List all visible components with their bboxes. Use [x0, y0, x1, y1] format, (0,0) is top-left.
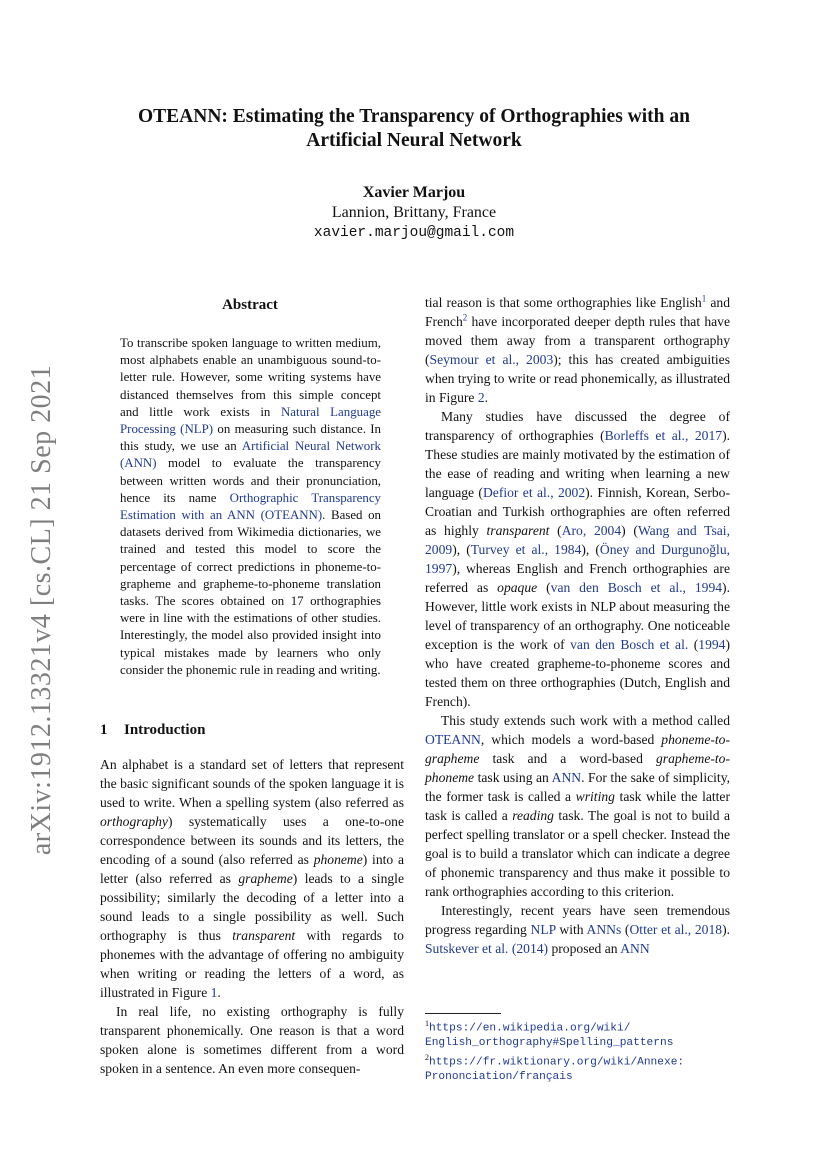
text-run: ). However, little work exists in NLP about measuring the level of transparency of an orthography. One noticeable exception is the work of: [425, 580, 730, 652]
text-run: and French: [425, 295, 730, 329]
text-run: , which models a word-based: [480, 732, 662, 747]
footnote-divider: [425, 1013, 501, 1014]
footnote-1-url[interactable]: https://en.wikipedia.org/wiki/: [429, 1022, 631, 1035]
text-run: proposed an: [548, 941, 621, 956]
text-run: ), whereas English and French orthographies are referred as: [425, 561, 730, 595]
footnote-2-continued: [425, 1070, 745, 1085]
text-run: task while the latter task is called a: [425, 789, 730, 823]
text-run: ).: [722, 922, 730, 937]
citation-otter[interactable]: Otter et al., 2018: [629, 922, 723, 937]
link-ann-acronym[interactable]: Artificial Neural Network (ANN): [120, 439, 381, 471]
text-run: task and a word-based: [479, 751, 656, 766]
author-name: Xavier Marjou: [362, 184, 466, 201]
text-run: ) into a letter (also referred as: [100, 852, 404, 886]
text-run: ), (: [452, 542, 471, 557]
text-run: ) who have created grapheme-to-phoneme scores and tested them on three orthographies (Dutch, English and French).: [425, 637, 730, 709]
text-run: task using an: [474, 770, 552, 785]
title-line-1: OTEANN: Estimating the Transparency of Orthographies with an: [138, 106, 690, 127]
author-email[interactable]: xavier.marjou@gmail.com: [313, 225, 515, 241]
text-run: An alphabet is a standard set of letters that represent the basic significant sounds of the spoken language it is used to write. When a spelling system (also referred as: [100, 757, 404, 810]
emphasis: grapheme: [238, 871, 293, 886]
citation-sutskever[interactable]: Sutskever et al. (2014): [425, 941, 549, 956]
text-run: Many studies have discussed the degree of transparency of orthographies (: [425, 409, 730, 443]
emphasis: orthography: [100, 814, 168, 829]
link-anns[interactable]: ANNs: [586, 922, 622, 937]
footnote-number: 1: [425, 1019, 429, 1028]
text-run: This study extends such work with a method called: [441, 713, 730, 728]
emphasis: transparent: [232, 928, 296, 943]
abstract-text-part: on measuring such distance. In this study, we use an: [120, 422, 381, 454]
citation-van-den-bosch[interactable]: van den Bosch et al., 1994: [550, 580, 723, 595]
paragraph: [100, 1002, 404, 1078]
citation-seymour[interactable]: Seymour et al., 2003: [429, 352, 554, 367]
text-run: ) systematically uses a one-to-one correspondence between its sounds and its letters, the encoding of a sound (also referred as: [100, 814, 404, 867]
paragraph: [425, 901, 730, 958]
abstract-heading: Abstract: [222, 297, 278, 313]
text-run: . For the sake of simplicity, the former task is called a: [425, 770, 731, 804]
paper-title: [100, 105, 728, 153]
text-run: ); this has created ambiguities when trying to write or read phonemically, as illustrated in Figure: [425, 352, 731, 405]
right-column-body: [425, 293, 730, 958]
arxiv-side-identifier: [22, 360, 62, 860]
emphasis: phoneme-to-grapheme: [425, 732, 730, 766]
text-run: .: [484, 390, 489, 405]
text-run: task. The goal is not to build a perfect spelling translator or a spell checker. Instead the goal is to build a translator which can indicate a degree of phonemic transparency and thus make it possible to rank orthographies according to this criterion.: [425, 808, 731, 899]
text-run: (: [688, 637, 699, 652]
link-nlp[interactable]: NLP: [530, 922, 556, 937]
text-run: tial reason is that some orthographies like English: [425, 295, 702, 310]
title-line-2: Artificial Neural Network: [306, 130, 522, 151]
emphasis: grapheme-to-phoneme: [425, 751, 730, 785]
footnote-1-url-continued[interactable]: English_orthography#Spelling_patterns: [425, 1037, 674, 1050]
footnote-2-marker[interactable]: 2: [462, 312, 468, 323]
footnote-1-marker[interactable]: 1: [701, 293, 707, 304]
footnote-number: 2: [425, 1052, 429, 1062]
text-run: Interestingly, recent years have seen tremendous progress regarding: [425, 903, 730, 937]
abstract-text-part: . Based on datasets derived from Wikimedia dictionaries, we trained and tested this model to score the percentage of correct predictions in phoneme-to-grapheme and grapheme-to-phoneme translation tasks. The scores obtained on 17 orthographies were in line with the estimations of other studies. Interestingly, the model also provided insight into typical mistakes made by learners who only consider the phonemic rule in reading and writing.: [120, 508, 382, 677]
emphasis: transparent: [486, 523, 550, 538]
text-run: with regards to phonemes with the advantage of offering no ambiguity when writing or reading the letters of a word, as illustrated in Figure: [100, 928, 404, 1000]
text-run: ) (: [621, 523, 638, 538]
paragraph: [425, 711, 730, 901]
text-run: have incorporated deeper depth rules that have moved them away from a transparent orthography (: [425, 314, 730, 367]
link-ann[interactable]: ANN: [620, 941, 650, 956]
text-run: (: [549, 523, 562, 538]
abstract-text-part: model to evaluate the transparency between written words and their pronunciation, hence its name: [120, 456, 381, 505]
arxiv-identifier-text: arXiv:1912.13321v4 [cs.CL] 21 Sep 2021: [26, 364, 57, 856]
section-title: Introduction: [124, 722, 206, 738]
footnote-1-continued: [425, 1036, 745, 1051]
emphasis: writing: [575, 789, 615, 804]
text-run: ). These studies are mainly motivated by the estimation of the ease of reading and writing when learning a new language (: [425, 428, 730, 500]
author-block: [100, 183, 728, 243]
citation-wang-tsai[interactable]: Wang and Tsai, 2009: [425, 523, 730, 557]
text-run: ). Finnish, Korean, Serbo-Croatian and Turkish orthographies are often referred as highly: [425, 485, 730, 538]
text-run: (: [537, 580, 551, 595]
citation-aro[interactable]: Aro, 2004: [561, 523, 622, 538]
paragraph: [100, 755, 404, 1002]
paragraph: [425, 293, 730, 407]
text-run: .: [217, 985, 221, 1000]
section-number: 1: [100, 722, 108, 738]
section-heading-introduction: [100, 722, 205, 739]
citation-van-den-bosch-year[interactable]: 1994: [698, 637, 726, 652]
abstract-text-part: To transcribe spoken language to written medium, most alphabets enable an unambiguous sound-to-letter rule. However, some writing systems have distanced themselves from this simple concept and little work exists in: [120, 336, 381, 419]
figure-1-reference[interactable]: 1: [210, 985, 218, 1000]
citation-oney[interactable]: Öney and Durgunoğlu, 1997: [425, 542, 731, 576]
left-column-body: [100, 755, 404, 1078]
text-run: ) leads to a single possibility; similarly the decoding of a letter into a sound leads to a single possibility as well. Such orthography is thus: [100, 871, 404, 943]
link-oteann-acronym[interactable]: Orthographic Transparency Estimation with an ANN (OTEANN): [120, 490, 382, 523]
footnote-1: [425, 1017, 745, 1036]
citation-turvey[interactable]: Turvey et al., 1984: [470, 542, 582, 557]
author-affiliation: Lannion, Brittany, France: [331, 204, 497, 221]
footnotes: [425, 1017, 745, 1084]
link-oteann[interactable]: OTEANN: [425, 732, 481, 747]
text-run: with: [555, 922, 587, 937]
figure-2-reference[interactable]: 2: [477, 390, 485, 405]
citation-van-den-bosch-author[interactable]: van den Bosch et al.: [570, 637, 689, 652]
link-ann[interactable]: ANN: [551, 770, 582, 785]
text-run: ), (: [581, 542, 600, 557]
citation-borleffs[interactable]: Borleffs et al., 2017: [604, 428, 723, 443]
footnote-2: [425, 1051, 745, 1070]
emphasis: phoneme: [313, 852, 363, 867]
footnote-2-url[interactable]: https://fr.wiktionary.org/wiki/Annexe:: [429, 1056, 685, 1069]
footnote-2-url-continued[interactable]: Prononciation/français: [425, 1070, 573, 1083]
paragraph: [425, 407, 730, 711]
abstract-text: [120, 335, 381, 679]
emphasis: reading: [512, 808, 554, 823]
emphasis: opaque: [497, 580, 538, 595]
citation-defior[interactable]: Defior et al., 2002: [482, 485, 586, 500]
text-run: In real life, no existing orthography is fully transparent phonemically. One reason is that a word spoken alone is sometimes different from a word spoken in a sentence. An even more consequen-: [100, 1004, 404, 1076]
link-nlp-acronym[interactable]: Natural Language Processing (NLP): [120, 404, 381, 437]
text-run: (: [621, 922, 630, 937]
